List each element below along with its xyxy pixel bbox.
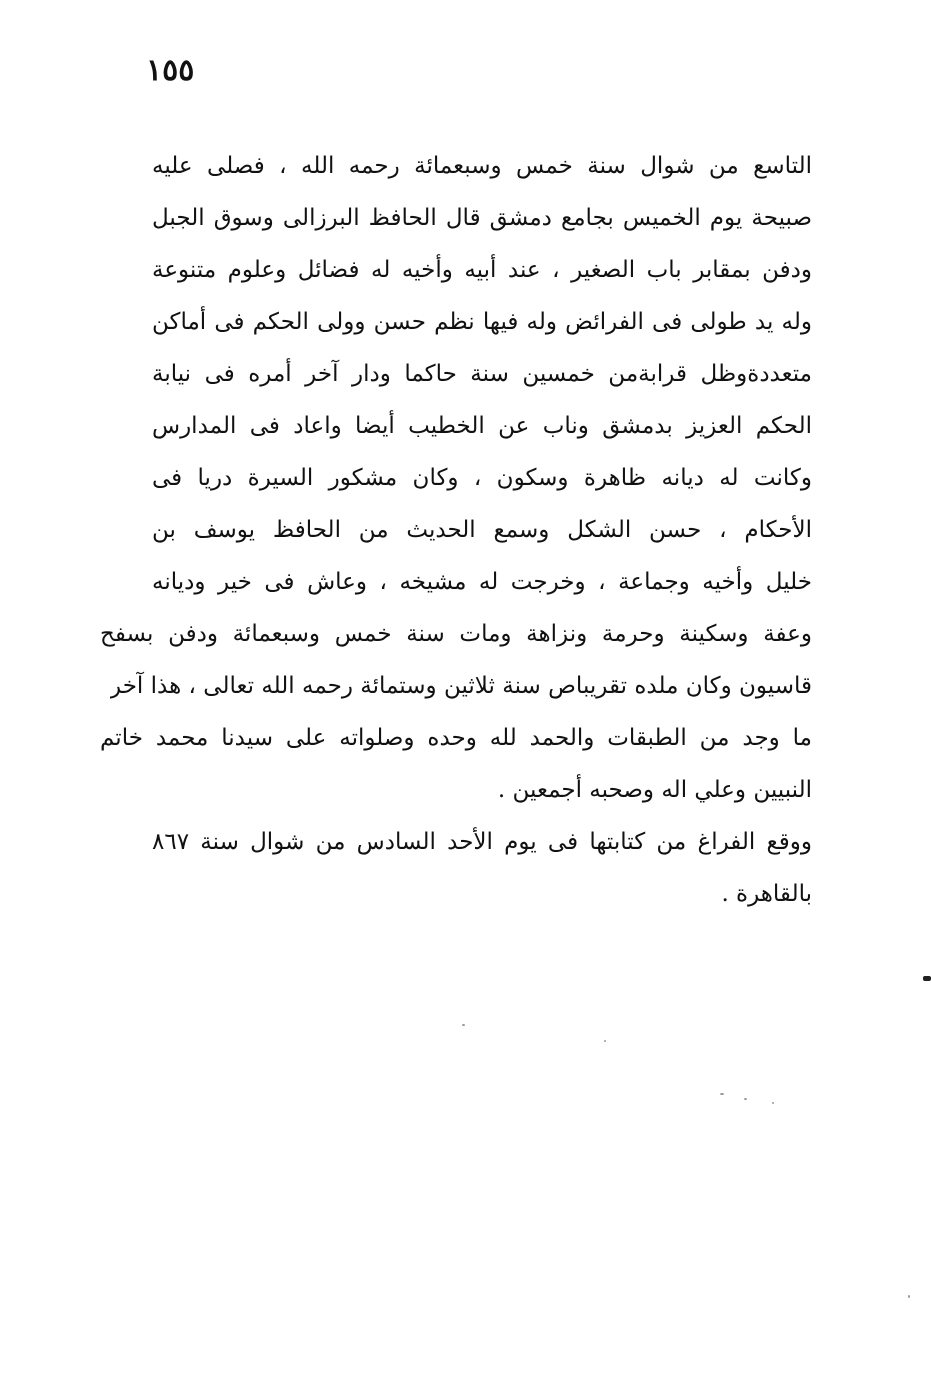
text-line: وعفة وسكينة وحرمة ونزاهة ومات سنة خمس وسبعمائة ودفن بسفح	[100, 621, 812, 647]
text-line: قاسيون وكان ملده تقريباص سنة ثلاثين وستمائة رحمه الله تعالى ، هذا آخر	[110, 673, 812, 699]
colophon-line: بالقاهرة .	[721, 881, 812, 907]
paper-speck	[720, 1093, 724, 1095]
paper-speck	[772, 1102, 774, 1104]
text-line: النبيين وعلي اله وصحبه أجمعين .	[497, 777, 812, 803]
main-text	[100, 140, 812, 920]
text-line: خليل وأخيه وجماعة ، وخرجت له مشيخه ، وعاش فى خير وديانه	[152, 569, 812, 595]
text-line: ودفن بمقابر باب الصغير ، عند أبيه وأخيه له فضائل وعلوم متنوعة	[152, 257, 812, 283]
text-line: متعددةوظل قرابةمن خمسين سنة حاكما ودار آخر أمره فى نيابة	[152, 361, 812, 387]
paper-speck	[744, 1098, 747, 1100]
text-line: الأحكام ، حسن الشكل وسمع الحديث من الحافظ يوسف بن	[152, 517, 812, 543]
text-line: ما وجد من الطبقات والحمد لله وحده وصلواته على سيدنا محمد خاتم	[100, 725, 812, 751]
margin-ink-mark	[923, 976, 931, 981]
text-line: صبيحة يوم الخميس بجامع دمشق قال الحافظ البرزالى وسوق الجبل	[152, 205, 812, 231]
text-line: وكانت له ديانه ظاهرة وسكون ، وكان مشكور السيرة دريا فى	[152, 465, 812, 491]
page-number: ١٥٥	[146, 53, 195, 88]
text-line: وله يد طولى فى الفرائض وله فيها نظم حسن وولى الحكم فى أماكن	[152, 309, 812, 335]
paper-speck	[604, 1040, 606, 1042]
paper-speck	[908, 1295, 910, 1298]
paper-speck	[462, 1024, 465, 1026]
text-line: التاسع من شوال سنة خمس وسبعمائة رحمه الله ، فصلى عليه	[152, 153, 812, 179]
text-line: الحكم العزيز بدمشق وناب عن الخطيب أيضا واعاد فى المدارس	[152, 413, 812, 439]
colophon-line: ووقع الفراغ من كتابتها فى يوم الأحد السادس من شوال سنة ٨٦٧	[152, 829, 812, 855]
